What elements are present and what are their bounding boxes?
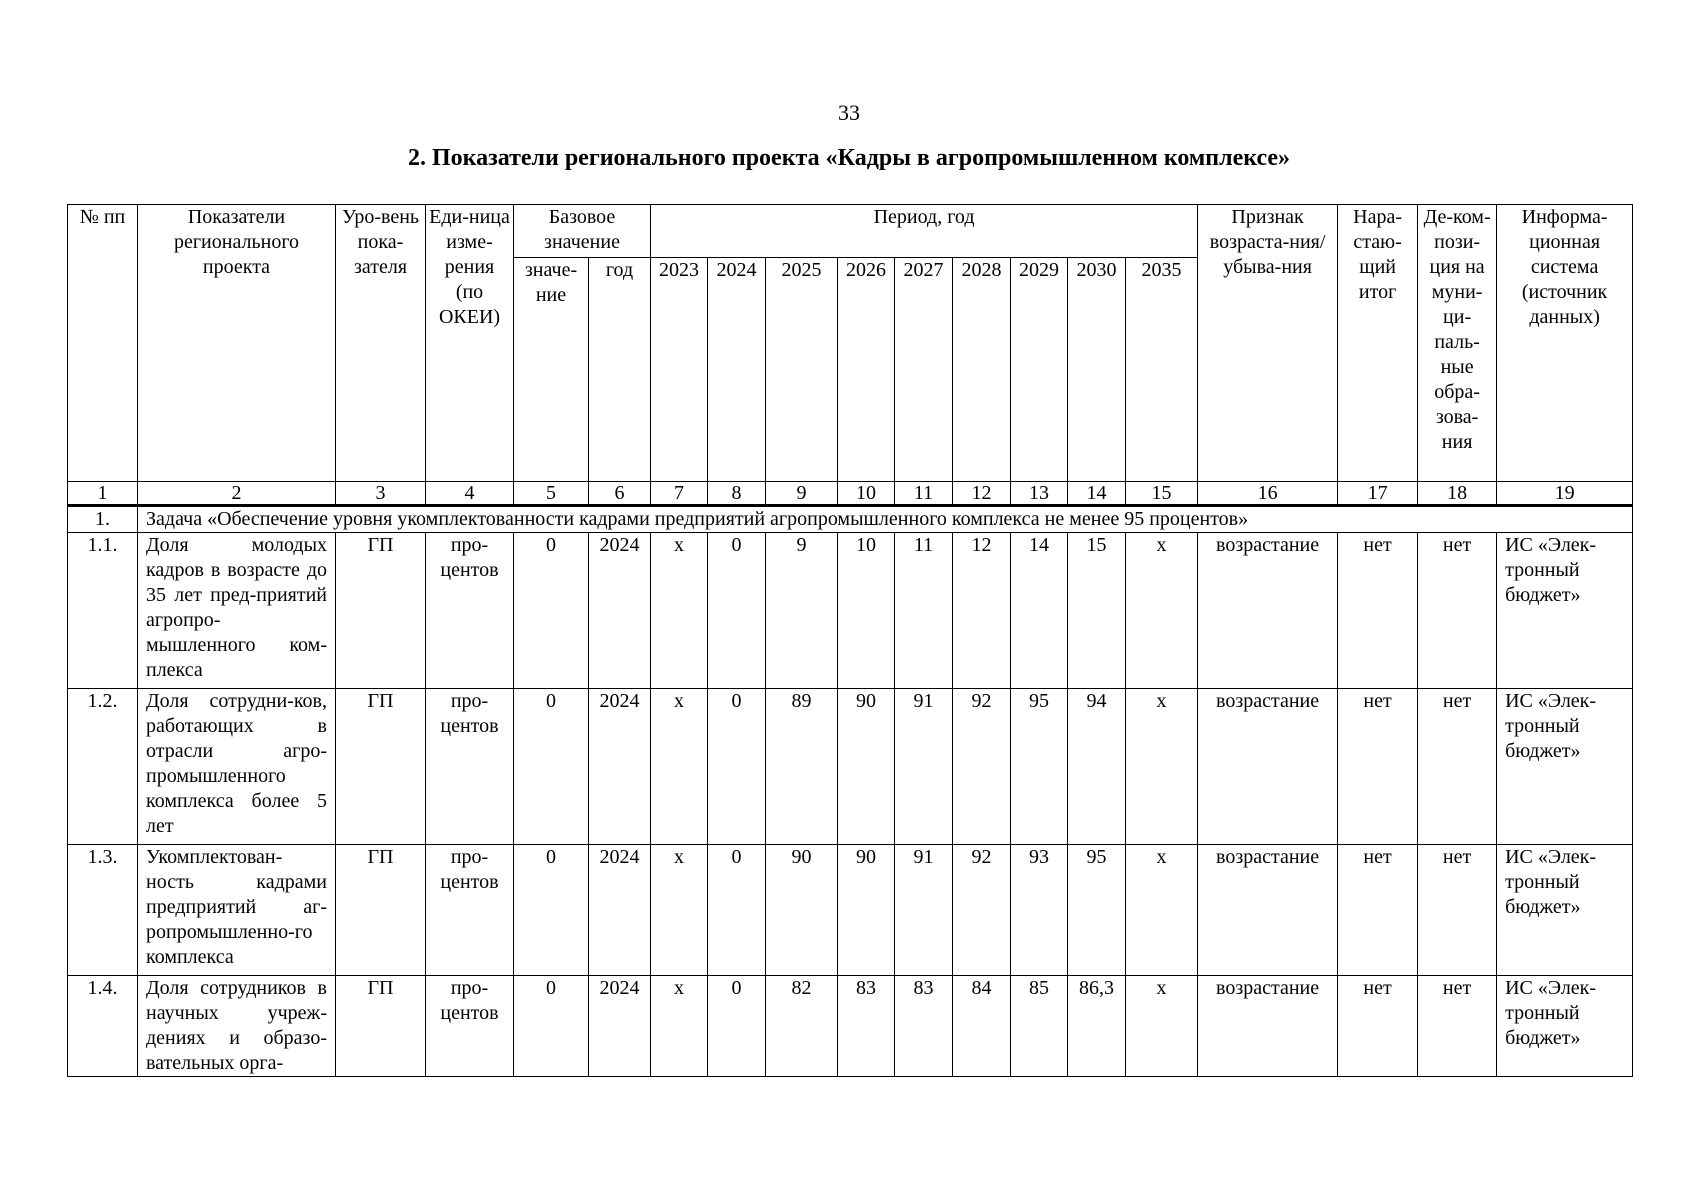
row-value: 0 [708,976,766,1077]
row-trend: возрастание [1198,533,1338,689]
row-cumulative: нет [1338,689,1418,845]
table-row [68,689,1633,845]
row-level: ГП [336,689,426,845]
row-value: 94 [1068,689,1126,845]
row-cumulative: нет [1338,533,1418,689]
column-number: 16 [1198,482,1338,506]
row-cumulative: нет [1338,976,1418,1077]
row-base-year: 2024 [589,533,651,689]
header-trend: Признак возраста-ния/убыва-ния [1198,205,1338,482]
row-value: 0 [708,689,766,845]
row-value: х [651,976,708,1077]
header-unit: Еди-ница изме-рения (по ОКЕИ) [426,205,514,482]
row-value: 93 [1011,845,1068,976]
header-year: 2025 [766,258,838,482]
row-unit: про-центов [426,533,514,689]
task-num: 1. [68,506,138,533]
header-year: 2027 [895,258,953,482]
column-number: 6 [589,482,651,506]
header-decomposition: Де-ком-пози-ция на муни-ци-паль-ные обра-зова-ния [1418,205,1497,482]
column-number: 9 [766,482,838,506]
row-unit: про-центов [426,976,514,1077]
row-trend: возрастание [1198,976,1338,1077]
row-base-year: 2024 [589,976,651,1077]
column-number: 8 [708,482,766,506]
row-value: 86,3 [1068,976,1126,1077]
row-value: х [651,689,708,845]
row-value: 95 [1011,689,1068,845]
header-level: Уро-вень пока-зателя [336,205,426,482]
row-level: ГП [336,533,426,689]
column-number: 13 [1011,482,1068,506]
column-number: 3 [336,482,426,506]
row-indicator-name: Укомплектован-ность кадрами предприятий аг-ропромышленно-го комплекса [138,845,336,976]
column-number: 1 [68,482,138,506]
column-number: 14 [1068,482,1126,506]
row-value: 89 [766,689,838,845]
document-title: 2. Показатели регионального проекта «Кадры в агропромышленном комплексе» [407,145,1291,171]
table-row [68,533,1633,689]
task-text: Задача «Обеспечение уровня укомплектованности кадрами предприятий агропромышленного комплекса не менее 95 процентов» [138,506,1633,533]
column-number: 19 [1497,482,1633,506]
row-base-year: 2024 [589,845,651,976]
row-unit: про-центов [426,689,514,845]
row-indicator-name: Доля молодых кадров в возрасте до 35 лет пред-приятий агропро-мышленного ком-плекса [138,533,336,689]
row-indicator-name: Доля сотрудников в научных учреж-дениях и образо-вательных орга- [138,976,336,1077]
header-cumulative: Нара-стаю-щий итог [1338,205,1418,482]
row-value: 90 [838,689,895,845]
header-year: 2023 [651,258,708,482]
column-number: 5 [514,482,589,506]
row-decomposition: нет [1418,533,1497,689]
row-value: х [1126,976,1198,1077]
row-decomposition: нет [1418,689,1497,845]
column-number: 2 [138,482,336,506]
row-num: 1.4. [68,976,138,1077]
row-decomposition: нет [1418,976,1497,1077]
indicators-table [67,204,1633,1077]
row-value: 12 [953,533,1011,689]
row-num: 1.2. [68,689,138,845]
column-number: 18 [1418,482,1497,506]
row-value: х [1126,533,1198,689]
row-value: 92 [953,845,1011,976]
row-value: 90 [838,845,895,976]
row-value: 11 [895,533,953,689]
row-info-system: ИС «Элек-тронный бюджет» [1497,689,1633,845]
header-year: 2030 [1068,258,1126,482]
header-year: 2026 [838,258,895,482]
row-decomposition: нет [1418,845,1497,976]
row-value: 9 [766,533,838,689]
table-row [68,845,1633,976]
row-info-system: ИС «Элек-тронный бюджет» [1497,533,1633,689]
row-value: 90 [766,845,838,976]
row-base-value: 0 [514,533,589,689]
row-base-value: 0 [514,689,589,845]
row-base-value: 0 [514,976,589,1077]
row-trend: возрастание [1198,689,1338,845]
row-base-value: 0 [514,845,589,976]
task-row [68,506,1633,533]
row-value: 83 [895,976,953,1077]
header-info-system: Информа-ционная система (источник данных) [1497,205,1633,482]
column-number: 17 [1338,482,1418,506]
row-cumulative: нет [1338,845,1418,976]
column-number: 15 [1126,482,1198,506]
row-value: 0 [708,845,766,976]
row-value: 85 [1011,976,1068,1077]
row-indicator-name: Доля сотрудни-ков, работающих в отрасли агро-промышленного комплекса более 5 лет [138,689,336,845]
header-year: 2024 [708,258,766,482]
row-info-system: ИС «Элек-тронный бюджет» [1497,976,1633,1077]
row-level: ГП [336,845,426,976]
header-base: Базовое значение [514,205,651,258]
row-value: 0 [708,533,766,689]
row-value: 91 [895,689,953,845]
page-number: 33 [838,100,860,125]
row-value: 10 [838,533,895,689]
column-number-row [68,482,1633,506]
row-value: 84 [953,976,1011,1077]
row-value: 92 [953,689,1011,845]
row-value: х [651,533,708,689]
header-year: 2035 [1126,258,1198,482]
row-value: х [1126,845,1198,976]
row-value: х [1126,689,1198,845]
row-value: 83 [838,976,895,1077]
column-number: 7 [651,482,708,506]
header-period: Период, год [651,205,1198,258]
header-year: 2029 [1011,258,1068,482]
header-base-value: значе-ние [514,258,589,482]
row-base-year: 2024 [589,689,651,845]
row-value: 95 [1068,845,1126,976]
column-number: 4 [426,482,514,506]
header-year: 2028 [953,258,1011,482]
header-num: № пп [68,205,138,482]
row-unit: про-центов [426,845,514,976]
row-num: 1.1. [68,533,138,689]
row-num: 1.3. [68,845,138,976]
row-value: 15 [1068,533,1126,689]
row-value: 91 [895,845,953,976]
column-number: 11 [895,482,953,506]
row-value: 82 [766,976,838,1077]
header-indicator: Показатели регионального проекта [138,205,336,482]
row-value: 14 [1011,533,1068,689]
column-number: 10 [838,482,895,506]
table-row [68,976,1633,1077]
row-info-system: ИС «Элек-тронный бюджет» [1497,845,1633,976]
row-value: х [651,845,708,976]
header-base-year: год [589,258,651,482]
column-number: 12 [953,482,1011,506]
row-level: ГП [336,976,426,1077]
row-trend: возрастание [1198,845,1338,976]
